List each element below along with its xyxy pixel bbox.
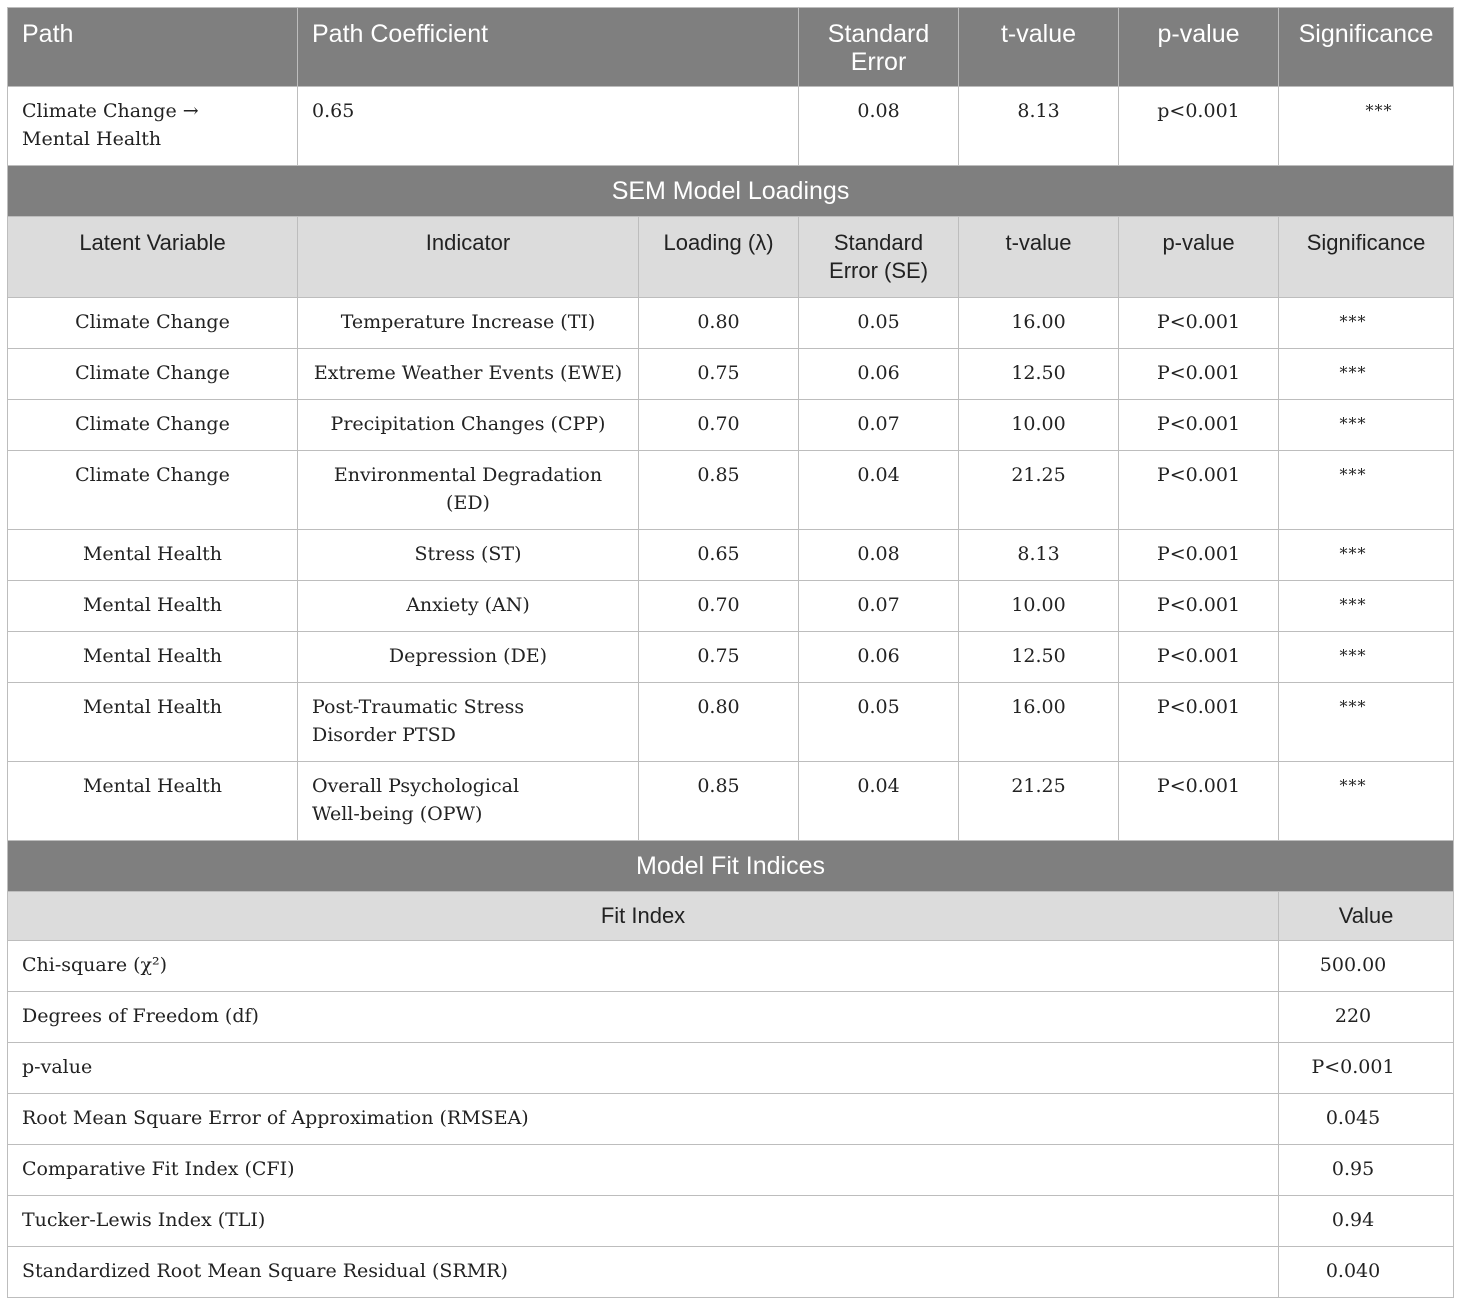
col-header-latent-variable: Latent Variable (8, 217, 298, 298)
latent-cell: Climate Change (8, 451, 298, 530)
sig-cell: *** (1279, 632, 1454, 683)
latent-cell: Mental Health (8, 530, 298, 581)
table-row (8, 1145, 1454, 1196)
table-row (8, 1043, 1454, 1094)
col-header-standard-error-se: Standard Error (SE) (799, 217, 959, 298)
loading-cell: 0.70 (639, 581, 799, 632)
indicator-cell: Overall Psychological Well-being (OPW) (298, 762, 639, 841)
fit-value-cell: 0.040 (1279, 1247, 1454, 1298)
t-cell: 16.00 (959, 683, 1119, 762)
latent-cell: Mental Health (8, 632, 298, 683)
path-sig-cell: *** (1279, 87, 1454, 166)
col-header-t-value: t-value (959, 8, 1119, 87)
t-cell: 21.25 (959, 451, 1119, 530)
table-row (8, 581, 1454, 632)
loading-cell: 0.80 (639, 683, 799, 762)
sig-cell: *** (1279, 530, 1454, 581)
sig-cell: *** (1279, 451, 1454, 530)
col-header-fit-index: Fit Index (8, 892, 1279, 941)
col-header-path: Path (8, 8, 298, 87)
p-cell: P<0.001 (1119, 762, 1279, 841)
t-cell: 21.25 (959, 762, 1119, 841)
path-p-cell: p<0.001 (1119, 87, 1279, 166)
se-cell: 0.04 (799, 451, 959, 530)
p-cell: P<0.001 (1119, 581, 1279, 632)
p-cell: P<0.001 (1119, 349, 1279, 400)
se-cell: 0.08 (799, 530, 959, 581)
latent-cell: Climate Change (8, 298, 298, 349)
sig-cell: *** (1279, 349, 1454, 400)
loading-cell: 0.75 (639, 632, 799, 683)
path-header-row (8, 8, 1454, 87)
col-header-path-coefficient: Path Coefficient (298, 8, 799, 87)
table-row (8, 992, 1454, 1043)
indicator-cell: Temperature Increase (TI) (298, 298, 639, 349)
t-cell: 10.00 (959, 581, 1119, 632)
t-cell: 12.50 (959, 349, 1119, 400)
indicator-cell: Depression (DE) (298, 632, 639, 683)
fit-value-cell: 220 (1279, 992, 1454, 1043)
p-cell: P<0.001 (1119, 298, 1279, 349)
table-row (8, 1196, 1454, 1247)
table-row (8, 298, 1454, 349)
t-cell: 8.13 (959, 530, 1119, 581)
fit-index-cell: Standardized Root Mean Square Residual (SRMR) (8, 1247, 1279, 1298)
table-row (8, 941, 1454, 992)
loading-cell: 0.85 (639, 451, 799, 530)
t-cell: 12.50 (959, 632, 1119, 683)
fit-value-cell: P<0.001 (1279, 1043, 1454, 1094)
table-row (8, 451, 1454, 530)
se-cell: 0.07 (799, 400, 959, 451)
col-header-value: Value (1279, 892, 1454, 941)
loading-cell: 0.75 (639, 349, 799, 400)
fit-value-cell: 500.00 (1279, 941, 1454, 992)
sig-cell: *** (1279, 762, 1454, 841)
indicator-cell: Stress (ST) (298, 530, 639, 581)
table-row (8, 632, 1454, 683)
path-cell: Climate Change → Mental Health (8, 87, 298, 166)
table-row (8, 762, 1454, 841)
table-row (8, 400, 1454, 451)
se-cell: 0.04 (799, 762, 959, 841)
loading-cell: 0.85 (639, 762, 799, 841)
table-row (8, 349, 1454, 400)
latent-cell: Climate Change (8, 400, 298, 451)
table-row (8, 1247, 1454, 1298)
se-cell: 0.05 (799, 683, 959, 762)
indicator-cell: Precipitation Changes (CPP) (298, 400, 639, 451)
latent-cell: Mental Health (8, 581, 298, 632)
col-header-loadings-p-value: p-value (1119, 217, 1279, 298)
table-row (8, 530, 1454, 581)
p-cell: P<0.001 (1119, 530, 1279, 581)
fit-title: Model Fit Indices (8, 841, 1454, 892)
indicator-cell: Environmental Degradation (ED) (298, 451, 639, 530)
fit-index-cell: Chi-square (χ²) (8, 941, 1279, 992)
indicator-cell: Anxiety (AN) (298, 581, 639, 632)
loadings-title: SEM Model Loadings (8, 166, 1454, 217)
p-cell: P<0.001 (1119, 451, 1279, 530)
table-row (8, 683, 1454, 762)
latent-cell: Mental Health (8, 762, 298, 841)
sig-cell: *** (1279, 581, 1454, 632)
fit-value-cell: 0.94 (1279, 1196, 1454, 1247)
p-cell: P<0.001 (1119, 400, 1279, 451)
fit-index-cell: p-value (8, 1043, 1279, 1094)
col-header-p-value: p-value (1119, 8, 1279, 87)
latent-cell: Mental Health (8, 683, 298, 762)
sig-cell: *** (1279, 400, 1454, 451)
se-cell: 0.05 (799, 298, 959, 349)
sem-results-table (7, 7, 1454, 1298)
t-cell: 16.00 (959, 298, 1119, 349)
sig-cell: *** (1279, 683, 1454, 762)
fit-title-row (8, 841, 1454, 892)
col-header-loadings-significance: Significance (1279, 217, 1454, 298)
loading-cell: 0.70 (639, 400, 799, 451)
table-row (8, 1094, 1454, 1145)
se-cell: 0.06 (799, 349, 959, 400)
col-header-loading: Loading (λ) (639, 217, 799, 298)
fit-index-cell: Comparative Fit Index (CFI) (8, 1145, 1279, 1196)
col-header-significance: Significance (1279, 8, 1454, 87)
p-cell: P<0.001 (1119, 632, 1279, 683)
p-cell: P<0.001 (1119, 683, 1279, 762)
col-header-standard-error: Standard Error (799, 8, 959, 87)
loadings-header-row (8, 217, 1454, 298)
latent-cell: Climate Change (8, 349, 298, 400)
indicator-cell: Post-Traumatic Stress Disorder PTSD (298, 683, 639, 762)
fit-index-cell: Degrees of Freedom (df) (8, 992, 1279, 1043)
col-header-loadings-t-value: t-value (959, 217, 1119, 298)
t-cell: 10.00 (959, 400, 1119, 451)
fit-index-cell: Root Mean Square Error of Approximation (RMSEA) (8, 1094, 1279, 1145)
path-row (8, 87, 1454, 166)
se-cell: 0.06 (799, 632, 959, 683)
loadings-title-row (8, 166, 1454, 217)
col-header-indicator: Indicator (298, 217, 639, 298)
se-cell: 0.07 (799, 581, 959, 632)
fit-index-cell: Tucker-Lewis Index (TLI) (8, 1196, 1279, 1247)
fit-header-row (8, 892, 1454, 941)
indicator-cell: Extreme Weather Events (EWE) (298, 349, 639, 400)
loading-cell: 0.65 (639, 530, 799, 581)
fit-value-cell: 0.95 (1279, 1145, 1454, 1196)
path-se-cell: 0.08 (799, 87, 959, 166)
loading-cell: 0.80 (639, 298, 799, 349)
path-t-cell: 8.13 (959, 87, 1119, 166)
sig-cell: *** (1279, 298, 1454, 349)
path-coefficient-cell: 0.65 (298, 87, 799, 166)
fit-value-cell: 0.045 (1279, 1094, 1454, 1145)
